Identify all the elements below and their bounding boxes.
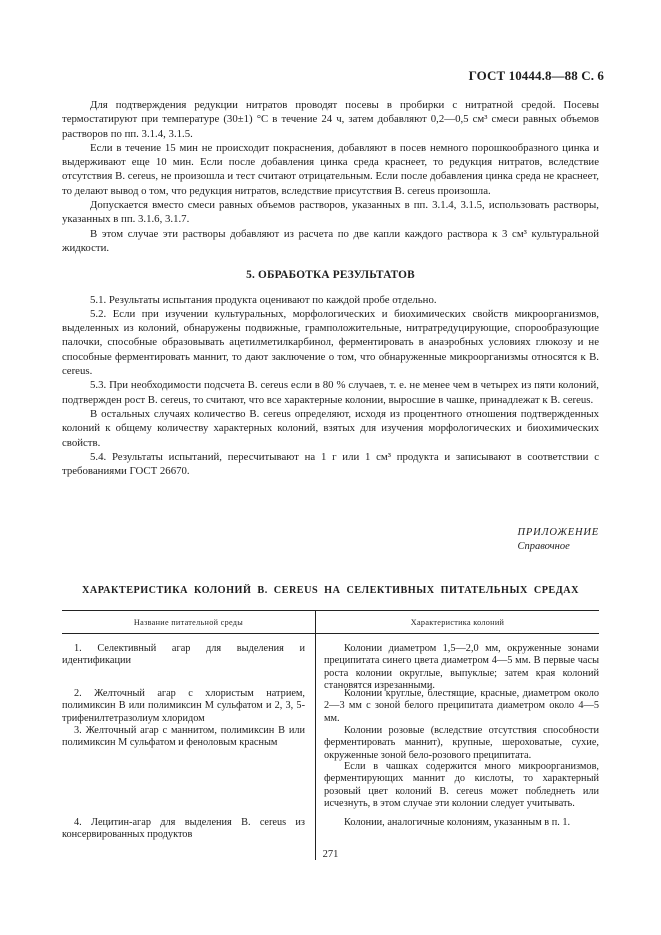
paragraph: Если в течение 15 мин не происходит покраснения, добавляют в посев немного порошкообразного цинка и выдерживают еще 10 мин. Если после добавления цинка среда краснеет, то редукция нитратов, вследствие отсутствия B. cereus, не произошла и тест считают отрицательным. Если после добавления цинка среда не краснеет, то делают вывод о том, что редукция нитратов, вследствие присутствия B. cereus произошла. (62, 141, 599, 197)
table-title: ХАРАКТЕРИСТИКА КОЛОНИЙ B. CEREUS НА СЕЛЕКТИВНЫХ ПИТАТЕЛЬНЫХ СРЕДАХ (82, 585, 579, 596)
table-body (62, 634, 599, 860)
page-number: 271 (322, 849, 339, 860)
column-header-medium: Название питательной среды (62, 611, 316, 633)
table-cell-characteristics: Колонии розовые (вследствие отсутствия способности ферментировать маннит), крупные, шероховатые, сухие, окруженные зоной бело-розового преципитата. (324, 725, 599, 761)
page-header: ГОСТ 10444.8—88 С. 6 (468, 68, 604, 83)
appendix-title: ПРИЛОЖЕНИЕ (517, 527, 599, 538)
table-cell-medium: 4. Лецитин-агар для выделения B. cereus из консервированных продуктов (62, 817, 305, 841)
body-text (62, 98, 599, 478)
column-divider (315, 634, 316, 860)
paragraph: 5.2. Если при изучении культуральных, морфологических и биохимических свойств микроорганизмов, выделенных из колоний, обнаружены подвижные, грамположительные, нитратредуцирующие, спорообразующие палочки, способные образовывать ацетилметилкарбинол, ферментировать в анаэробных условиях глюкозу и не способные ферментировать маннит, то дают заключение о том, что обнаруженные микроорганизмы относятся к B. cereus. (62, 307, 599, 378)
table-cell-medium: 2. Желточный агар с хлористым натрием, полимиксин B или полимиксин M сульфатом и 2, 3, 5-трифенилтетразолиум хлоридом (62, 688, 305, 724)
paragraph: 5.3. При необходимости подсчета B. cereus если в 80 % случаев, т. е. не менее чем в четырех из пяти колоний, подтвержден рост B. cereus, то считают, что все характерные колонии, выросшие в чашке, принадлежат к B. cereus. (62, 379, 599, 406)
paragraph: В этом случае эти растворы добавляют из расчета по две капли каждого раствора к 3 см³ культуральной жидкости. (62, 227, 599, 254)
paragraph: Допускается вместо смеси равных объемов растворов, указанных в пп. 3.1.4, 3.1.5, использовать растворы, указанных в пп. 3.1.6, 3.1.7. (62, 199, 599, 226)
paragraph: Для подтверждения редукции нитратов проводят посевы в пробирки с нитратной средой. Посевы термостатируют при температуре (30±1) °С в течение 24 ч, затем добавляют 0,2—0,5 см³ смеси равных объемов растворов по пп. 3.1.4, 3.1.5. (62, 99, 599, 140)
appendix-subtitle: Справочное (517, 541, 570, 552)
paragraph: В остальных случаях количество B. cereus определяют, исходя из процентного отношения подтвержденных колоний к общему количеству характерных колоний, взятых для изучения морфологических и биохимических свойств. (62, 407, 599, 449)
table-header-row (62, 611, 599, 634)
table-cell-characteristics: Колонии круглые, блестящие, красные, диаметром около 2—3 мм с зоной белого преципитата диаметром около 4—5 мм. (324, 688, 599, 724)
table-cell-medium: 1. Селективный агар для выделения и идентификации (62, 643, 305, 667)
table-cell-characteristics: Если в чашках содержится много микроорганизмов, ферментирующих маннит до кислоты, то характерный розовый цвет колоний B. cereus может побледнеть или исчезнуть, в этом случае эти колонии следует учитывать. (324, 761, 599, 810)
colonies-table (62, 610, 599, 860)
section-title: 5. ОБРАБОТКА РЕЗУЛЬТАТОВ (246, 269, 415, 282)
column-header-characteristics: Характеристика колоний (410, 617, 505, 627)
table-cell-medium: 3. Желточный агар с маннитом, полимиксин B или полимиксин M сульфатом и феноловым красным (62, 725, 305, 749)
table-cell-characteristics: Колонии, аналогичные колониям, указанным в п. 1. (344, 817, 571, 828)
table-cell-characteristics: Колонии диаметром 1,5—2,0 мм, окруженные зонами преципитата синего цвета диаметром 4—5 мм. В первые часы роста колонии округлые, выпуклые; затем края колоний становятся изрезанными. (324, 643, 599, 692)
appendix-label (518, 526, 600, 554)
paragraph: 5.1. Результаты испытания продукта оценивают по каждой пробе отдельно. (90, 293, 437, 306)
paragraph: 5.4. Результаты испытаний, пересчитывают на 1 г или 1 см³ продукта и записывают в соответствии с требованиями ГОСТ 26670. (62, 450, 599, 478)
